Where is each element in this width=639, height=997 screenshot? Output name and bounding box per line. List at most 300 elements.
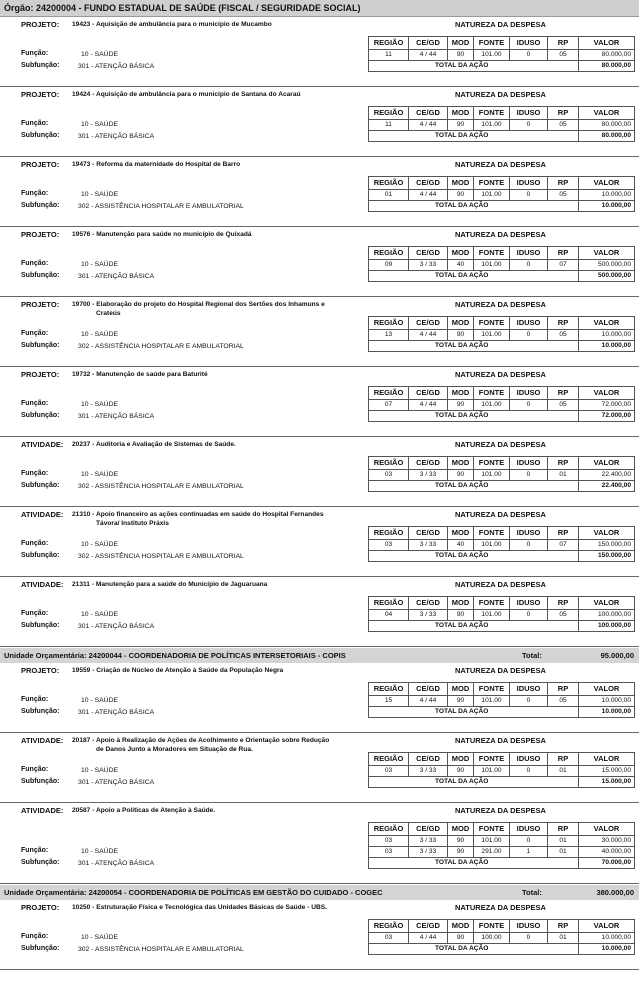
column-header: IDUSO: [510, 317, 548, 330]
column-header: VALOR: [579, 457, 635, 470]
action-separator: -: [90, 807, 96, 814]
column-header: MOD: [448, 823, 474, 836]
column-header: RP: [548, 823, 579, 836]
subfuncao-label: Subfunção:: [21, 622, 60, 629]
table-cell: 101.00: [474, 836, 510, 847]
funcao-label: Função:: [21, 400, 49, 407]
action-kind: PROJETO:: [21, 20, 60, 29]
table-cell: 3 / 33: [409, 610, 448, 621]
column-header: CE/GD: [409, 457, 448, 470]
natureza-despesa-label: NATUREZA DA DESPESA: [455, 903, 546, 912]
action-code: 19424: [72, 91, 91, 98]
table-row: [369, 190, 635, 201]
column-header: REGIÃO: [369, 683, 409, 696]
budget-action-block: [0, 577, 639, 647]
action-description: [72, 160, 240, 169]
total-acao-value: 500.000,00: [579, 271, 635, 282]
action-separator: -: [90, 231, 97, 238]
action-code: 21310: [72, 511, 91, 518]
action-description-line: Távora/ Instituto Práxis: [96, 520, 169, 527]
action-description: [72, 300, 325, 318]
funcao-value: 10 - SAÚDE: [81, 934, 119, 941]
subfuncao-value: 301 - ATENÇÃO BÁSICA: [78, 623, 155, 630]
table-cell: 0: [510, 330, 548, 341]
budget-action-block: [0, 157, 639, 227]
total-row: [369, 341, 635, 352]
subfuncao-value: 301 - ATENÇÃO BÁSICA: [78, 63, 155, 70]
table-cell: 3 / 33: [409, 836, 448, 847]
column-header: CE/GD: [409, 247, 448, 260]
table-header-row: [369, 597, 635, 610]
action-description-line: Manutenção de saúde para Baturité: [96, 371, 208, 378]
action-code: 19732: [72, 371, 91, 378]
table-cell: 40: [448, 540, 474, 551]
orgao-header: Órgão: 24200004 - FUNDO ESTADUAL DE SAÚDE (FISCAL / SEGURIDADE SOCIAL): [0, 0, 639, 17]
natureza-despesa-table: [368, 246, 635, 282]
action-separator: -: [90, 667, 97, 674]
funcao-value: 10 - SAÚDE: [81, 471, 119, 478]
column-header: CE/GD: [409, 920, 448, 933]
table-cell: 101.00: [474, 540, 510, 551]
table-cell: 291.00: [474, 847, 510, 858]
total-row: [369, 944, 635, 955]
table-row: [369, 260, 635, 271]
table-cell: 07: [548, 540, 579, 551]
subfuncao-value: 302 - ASSISTÊNCIA HOSPITALAR E AMBULATORIAL: [78, 483, 244, 490]
column-header: IDUSO: [510, 387, 548, 400]
natureza-despesa-table: [368, 682, 635, 718]
natureza-despesa-table: [368, 456, 635, 492]
table-row: [369, 933, 635, 944]
column-header: REGIÃO: [369, 527, 409, 540]
budget-action-block: [0, 803, 639, 884]
column-header: RP: [548, 37, 579, 50]
subfuncao-label: Subfunção:: [21, 342, 60, 349]
column-header: RP: [548, 527, 579, 540]
budget-action-block: [0, 17, 639, 87]
column-header: VALOR: [579, 107, 635, 120]
action-description-line: Aquisição de ambulância para o município de Santana do Acaraú: [95, 91, 301, 98]
table-cell: 10.000,00: [579, 933, 635, 944]
action-separator: -: [90, 737, 96, 744]
column-header: FONTE: [474, 920, 510, 933]
table-cell: 0: [510, 470, 548, 481]
natureza-despesa-table: [368, 596, 635, 632]
total-acao-value: 80.000,00: [579, 131, 635, 142]
column-header: IDUSO: [510, 753, 548, 766]
action-description-line: Auditoria e Avaliação de Sistemas de Saúde.: [95, 441, 236, 448]
table-cell: 3 / 33: [409, 847, 448, 858]
total-acao-label: TOTAL DA AÇÃO: [369, 551, 579, 562]
column-header: VALOR: [579, 37, 635, 50]
action-code: 19473: [72, 161, 91, 168]
subfuncao-label: Subfunção:: [21, 272, 60, 279]
total-acao-label: TOTAL DA AÇÃO: [369, 707, 579, 718]
table-cell: 101.00: [474, 50, 510, 61]
column-header: MOD: [448, 527, 474, 540]
total-acao-value: 10.000,00: [579, 707, 635, 718]
natureza-despesa-label: NATUREZA DA DESPESA: [455, 160, 546, 169]
table-cell: 05: [548, 120, 579, 131]
table-cell: 15.000,00: [579, 766, 635, 777]
total-acao-value: 10.000,00: [579, 201, 635, 212]
document-body: [0, 17, 639, 970]
column-header: CE/GD: [409, 387, 448, 400]
table-row: [369, 836, 635, 847]
column-header: MOD: [448, 683, 474, 696]
total-acao-label: TOTAL DA AÇÃO: [369, 777, 579, 788]
action-code: 20187: [72, 737, 91, 744]
table-cell: 101.00: [474, 610, 510, 621]
table-cell: 101.00: [474, 190, 510, 201]
subfuncao-value: 301 - ATENÇÃO BÁSICA: [78, 413, 155, 420]
table-cell: 0: [510, 190, 548, 201]
action-description-line: Elaboração do projeto do Hospital Regional dos Sertões dos Inhamuns e: [96, 301, 325, 308]
column-header: VALOR: [579, 527, 635, 540]
column-header: VALOR: [579, 317, 635, 330]
column-header: FONTE: [474, 597, 510, 610]
action-description-line: Apoio financeiro as ações continuadas em saúde do Hospital Fernandes: [95, 511, 324, 518]
total-row: [369, 858, 635, 869]
unidade-orcamentaria-header: [0, 648, 639, 663]
subfuncao-value: 302 - ASSISTÊNCIA HOSPITALAR E AMBULATORIAL: [78, 203, 244, 210]
total-row: [369, 707, 635, 718]
column-header: CE/GD: [409, 107, 448, 120]
table-row: [369, 330, 635, 341]
natureza-despesa-table: [368, 176, 635, 212]
action-code: 10250: [72, 904, 91, 911]
column-header: MOD: [448, 597, 474, 610]
table-cell: 01: [548, 933, 579, 944]
column-header: RP: [548, 387, 579, 400]
total-row: [369, 271, 635, 282]
table-row: [369, 610, 635, 621]
funcao-label: Função:: [21, 50, 49, 57]
unidade-total-label: Total:: [522, 651, 542, 660]
total-acao-label: TOTAL DA AÇÃO: [369, 411, 579, 422]
table-cell: 90: [448, 933, 474, 944]
natureza-despesa-table: [368, 36, 635, 72]
column-header: IDUSO: [510, 177, 548, 190]
table-cell: 100.00: [474, 933, 510, 944]
column-header: MOD: [448, 107, 474, 120]
funcao-label: Função:: [21, 933, 49, 940]
action-code: 19559: [72, 667, 91, 674]
natureza-despesa-table: [368, 919, 635, 955]
table-cell: 4 / 44: [409, 190, 448, 201]
table-cell: 4 / 44: [409, 696, 448, 707]
table-cell: 4 / 44: [409, 933, 448, 944]
table-cell: 90: [448, 50, 474, 61]
column-header: CE/GD: [409, 177, 448, 190]
column-header: REGIÃO: [369, 247, 409, 260]
action-code: 19423: [72, 21, 91, 28]
natureza-despesa-label: NATUREZA DA DESPESA: [455, 666, 546, 675]
column-header: REGIÃO: [369, 920, 409, 933]
action-kind: ATIVIDADE:: [21, 440, 64, 449]
column-header: REGIÃO: [369, 177, 409, 190]
column-header: VALOR: [579, 597, 635, 610]
funcao-label: Função:: [21, 190, 49, 197]
table-header-row: [369, 107, 635, 120]
column-header: FONTE: [474, 387, 510, 400]
table-row: [369, 470, 635, 481]
total-row: [369, 131, 635, 142]
funcao-value: 10 - SAÚDE: [81, 121, 119, 128]
table-cell: 72.000,00: [579, 400, 635, 411]
natureza-despesa-label: NATUREZA DA DESPESA: [455, 806, 546, 815]
column-header: REGIÃO: [369, 457, 409, 470]
funcao-label: Função:: [21, 470, 49, 477]
action-description-line: Manutenção para a saúde do Município de Jaguaruana: [95, 581, 268, 588]
total-acao-value: 100.000,00: [579, 621, 635, 632]
funcao-label: Função:: [21, 260, 49, 267]
natureza-despesa-label: NATUREZA DA DESPESA: [455, 580, 546, 589]
table-cell: 03: [369, 540, 409, 551]
table-cell: 09: [369, 260, 409, 271]
table-row: [369, 766, 635, 777]
table-cell: 03: [369, 766, 409, 777]
table-header-row: [369, 683, 635, 696]
table-cell: 101.00: [474, 766, 510, 777]
action-description-line: Apoio a Políticas de Atenção à Saúde.: [95, 807, 216, 814]
total-acao-value: 10.000,00: [579, 341, 635, 352]
table-cell: 0: [510, 933, 548, 944]
table-cell: 0: [510, 836, 548, 847]
table-cell: 0: [510, 260, 548, 271]
action-description-line: Apoio à Realização de Ações de Acolhimento e Orientação sobre Redução: [95, 737, 330, 744]
table-header-row: [369, 177, 635, 190]
table-cell: 3 / 33: [409, 766, 448, 777]
column-header: CE/GD: [409, 823, 448, 836]
budget-action-block: [0, 297, 639, 367]
column-header: REGIÃO: [369, 753, 409, 766]
column-header: RP: [548, 457, 579, 470]
subfuncao-label: Subfunção:: [21, 62, 60, 69]
table-cell: 0: [510, 766, 548, 777]
table-cell: 90: [448, 836, 474, 847]
column-header: RP: [548, 317, 579, 330]
total-acao-value: 150.000,00: [579, 551, 635, 562]
action-description: [72, 806, 215, 815]
table-cell: 05: [548, 696, 579, 707]
table-cell: 150.000,00: [579, 540, 635, 551]
table-cell: 40: [448, 260, 474, 271]
total-acao-label: TOTAL DA AÇÃO: [369, 621, 579, 632]
funcao-value: 10 - SAÚDE: [81, 611, 119, 618]
table-cell: 05: [548, 330, 579, 341]
column-header: RP: [548, 177, 579, 190]
column-header: VALOR: [579, 753, 635, 766]
table-cell: 05: [548, 50, 579, 61]
action-kind: PROJETO:: [21, 370, 60, 379]
column-header: FONTE: [474, 823, 510, 836]
funcao-value: 10 - SAÚDE: [81, 541, 119, 548]
action-kind: ATIVIDADE:: [21, 736, 64, 745]
natureza-despesa-label: NATUREZA DA DESPESA: [455, 20, 546, 29]
action-description-line: Estruturação Física e Tecnológica das Unidades Básicas de Saúde - UBS.: [96, 904, 327, 911]
action-kind: PROJETO:: [21, 903, 60, 912]
table-cell: 10.000,00: [579, 330, 635, 341]
column-header: FONTE: [474, 457, 510, 470]
funcao-label: Função:: [21, 330, 49, 337]
table-cell: 101.00: [474, 400, 510, 411]
column-header: REGIÃO: [369, 37, 409, 50]
table-row: [369, 400, 635, 411]
funcao-value: 10 - SAÚDE: [81, 401, 119, 408]
table-cell: 90: [448, 120, 474, 131]
column-header: REGIÃO: [369, 823, 409, 836]
column-header: FONTE: [474, 753, 510, 766]
total-acao-label: TOTAL DA AÇÃO: [369, 271, 579, 282]
table-header-row: [369, 753, 635, 766]
subfuncao-label: Subfunção:: [21, 708, 60, 715]
table-cell: 07: [369, 400, 409, 411]
column-header: IDUSO: [510, 247, 548, 260]
action-separator: -: [90, 371, 97, 378]
natureza-despesa-label: NATUREZA DA DESPESA: [455, 90, 546, 99]
table-cell: 90: [448, 470, 474, 481]
total-row: [369, 201, 635, 212]
funcao-label: Função:: [21, 696, 49, 703]
table-cell: 04: [369, 610, 409, 621]
total-acao-label: TOTAL DA AÇÃO: [369, 858, 579, 869]
action-separator: -: [90, 21, 96, 28]
table-cell: 90: [448, 847, 474, 858]
column-header: IDUSO: [510, 37, 548, 50]
table-cell: 4 / 44: [409, 120, 448, 131]
total-row: [369, 481, 635, 492]
table-cell: 500.000,00: [579, 260, 635, 271]
action-description: [72, 510, 324, 528]
table-cell: 4 / 44: [409, 50, 448, 61]
action-kind: PROJETO:: [21, 300, 60, 309]
natureza-despesa-table: [368, 822, 635, 869]
column-header: IDUSO: [510, 683, 548, 696]
table-cell: 11: [369, 120, 409, 131]
table-cell: 0: [510, 540, 548, 551]
total-acao-value: 80.000,00: [579, 61, 635, 72]
column-header: FONTE: [474, 247, 510, 260]
table-cell: 01: [548, 847, 579, 858]
total-acao-value: 15.000,00: [579, 777, 635, 788]
table-cell: 90: [448, 330, 474, 341]
table-header-row: [369, 527, 635, 540]
total-acao-label: TOTAL DA AÇÃO: [369, 944, 579, 955]
action-description-line: Reforma da maternidade do Hospital de Barro: [96, 161, 241, 168]
budget-action-block: [0, 733, 639, 803]
column-header: FONTE: [474, 317, 510, 330]
natureza-despesa-label: NATUREZA DA DESPESA: [455, 300, 546, 309]
natureza-despesa-label: NATUREZA DA DESPESA: [455, 736, 546, 745]
table-cell: 05: [548, 190, 579, 201]
funcao-label: Função:: [21, 610, 49, 617]
table-cell: 03: [369, 836, 409, 847]
table-header-row: [369, 387, 635, 400]
subfuncao-label: Subfunção:: [21, 482, 60, 489]
action-code: 19576: [72, 231, 91, 238]
table-cell: 10.000,00: [579, 190, 635, 201]
table-cell: 80.000,00: [579, 120, 635, 131]
natureza-despesa-label: NATUREZA DA DESPESA: [455, 230, 546, 239]
budget-action-block: [0, 367, 639, 437]
total-row: [369, 551, 635, 562]
table-row: [369, 540, 635, 551]
action-description: [72, 90, 301, 99]
funcao-value: 10 - SAÚDE: [81, 51, 119, 58]
action-description: [72, 230, 252, 239]
funcao-label: Função:: [21, 766, 49, 773]
action-kind: PROJETO:: [21, 90, 60, 99]
column-header: CE/GD: [409, 317, 448, 330]
action-code: 20237: [72, 441, 91, 448]
column-header: REGIÃO: [369, 317, 409, 330]
table-cell: 01: [548, 470, 579, 481]
table-header-row: [369, 37, 635, 50]
column-header: VALOR: [579, 683, 635, 696]
budget-action-block: [0, 87, 639, 157]
table-cell: 4 / 44: [409, 400, 448, 411]
subfuncao-value: 302 - ASSISTÊNCIA HOSPITALAR E AMBULATORIAL: [78, 946, 244, 953]
action-kind: PROJETO:: [21, 666, 60, 675]
action-separator: -: [90, 301, 97, 308]
action-separator: -: [89, 581, 96, 588]
unidade-total-label: Total:: [522, 888, 542, 897]
table-cell: 01: [548, 766, 579, 777]
unidade-total-value: 380.000,00: [596, 888, 634, 897]
funcao-value: 10 - SAÚDE: [81, 261, 119, 268]
column-header: FONTE: [474, 37, 510, 50]
column-header: MOD: [448, 457, 474, 470]
table-cell: 3 / 33: [409, 540, 448, 551]
column-header: MOD: [448, 317, 474, 330]
natureza-despesa-table: [368, 316, 635, 352]
unidade-orcamentaria-title: Unidade Orçamentária: 24200044 - COORDENADORIA DE POLÍTICAS INTERSETORIAIS - COPIS: [4, 651, 346, 660]
subfuncao-label: Subfunção:: [21, 412, 60, 419]
column-header: RP: [548, 753, 579, 766]
table-cell: 90: [448, 610, 474, 621]
table-header-row: [369, 317, 635, 330]
table-cell: 90: [448, 190, 474, 201]
action-description: [72, 903, 327, 912]
table-cell: 0: [510, 400, 548, 411]
natureza-despesa-label: NATUREZA DA DESPESA: [455, 510, 546, 519]
action-description: [72, 666, 283, 675]
column-header: CE/GD: [409, 527, 448, 540]
column-header: FONTE: [474, 683, 510, 696]
column-header: IDUSO: [510, 457, 548, 470]
table-cell: 100.000,00: [579, 610, 635, 621]
table-cell: 05: [548, 400, 579, 411]
table-header-row: [369, 920, 635, 933]
subfuncao-value: 301 - ATENÇÃO BÁSICA: [78, 133, 155, 140]
funcao-value: 10 - SAÚDE: [81, 848, 119, 855]
column-header: RP: [548, 597, 579, 610]
column-header: VALOR: [579, 247, 635, 260]
table-header-row: [369, 823, 635, 836]
subfuncao-value: 301 - ATENÇÃO BÁSICA: [78, 860, 155, 867]
funcao-label: Função:: [21, 540, 49, 547]
column-header: IDUSO: [510, 527, 548, 540]
subfuncao-value: 302 - ASSISTÊNCIA HOSPITALAR E AMBULATORIAL: [78, 553, 244, 560]
table-row: [369, 50, 635, 61]
column-header: FONTE: [474, 177, 510, 190]
unidade-orcamentaria-header: [0, 885, 639, 900]
funcao-value: 10 - SAÚDE: [81, 191, 119, 198]
action-code: 20587: [72, 807, 91, 814]
action-description: [72, 20, 272, 29]
table-cell: 3 / 33: [409, 470, 448, 481]
